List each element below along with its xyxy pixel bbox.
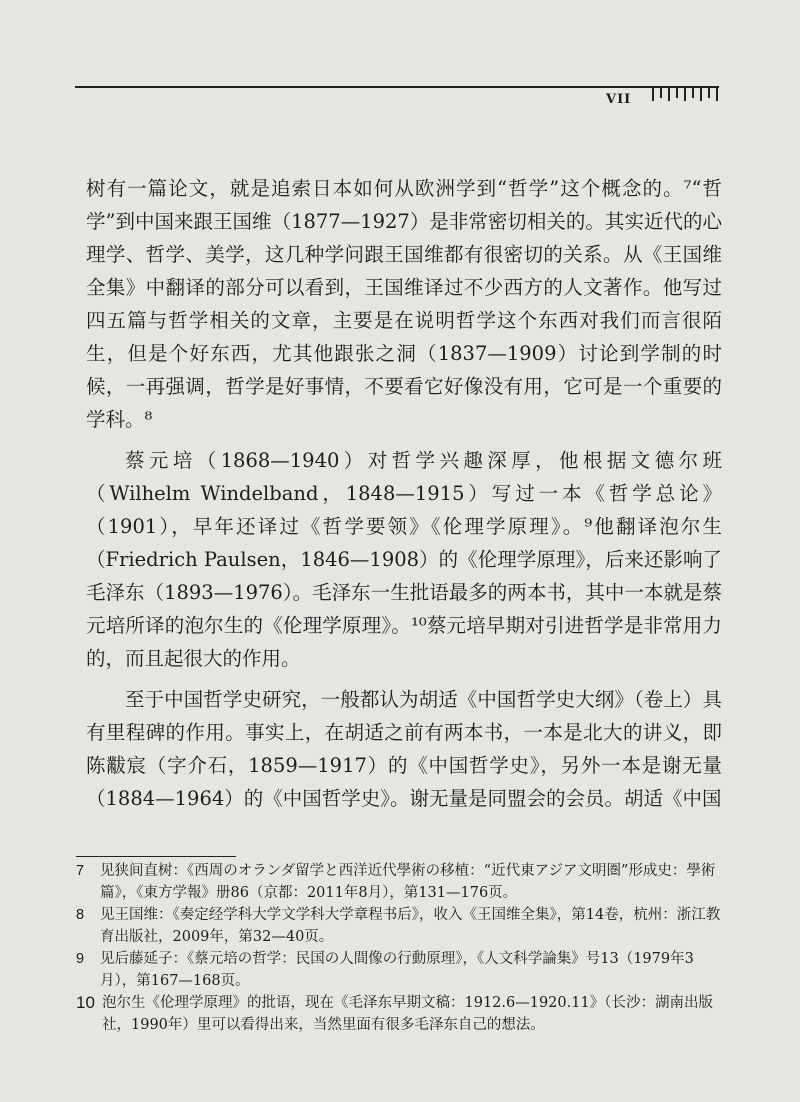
footnote [76,992,726,1036]
footnote [76,904,726,948]
footnote-number: 7 [76,863,85,879]
header-rule [75,86,719,88]
footnote-number: 10 [76,993,95,1012]
paragraph: 至于中国哲学史研究，一般都认为胡适《中国哲学史大纲》（卷上）具有里程碑的作用。事实上，在胡适之前有两本书，一本是北大的讲义，即陈黻宸（字介石，1859—1917）的《中国哲学史》，另外一本是谢无量（1884—1964）的《中国哲学史》。谢无量是同盟会的会员。胡适《中国 [86,688,722,810]
page-number: VII [606,92,632,107]
paragraph: 蔡元培（1868—1940）对哲学兴趣深厚，他根据文德尔班（Wilhelm Windelband，1848—1915）写过一本《哲学总论》（1901），早年还译过《哲学要领》《伦理学原理》。⁹他翻译泡尔生（Friedrich Paulsen，1846—1908）的《伦理学原理》，后来还影响了毛泽东（1893—1976）。毛泽东一生批语最多的两本书，其中一本就是蔡元培所译的泡尔生的《伦理学原理》。¹⁰蔡元培早期对引进哲学是非常用力的，而且起很大的作用。 [86,449,722,670]
footnote-number: 8 [76,907,85,923]
footnote-number: 9 [76,951,85,967]
footnote [76,860,726,904]
paragraph: 树有一篇论文，就是追索日本如何从欧洲学到“哲学”这个概念的。⁷“哲学”到中国来跟王国维（1877—1927）是非常密切相关的。其实近代的心理学、哲学、美学，这几种学问跟王国维都有很密切的关系。从《王国维全集》中翻译的部分可以看到，王国维译过不少西方的人文著作。他写过四五篇与哲学相关的文章，主要是在说明哲学这个东西对我们而言很陌生，但是个好东西，尤其他跟张之洞（1837—1909）讨论到学制的时候，一再强调，哲学是好事情，不要看它好像没有用，它可是一个重要的学科。⁸ [86,177,722,431]
body-text [86,172,722,823]
footnote-text: 见王国维：《奏定经学科大学文学科大学章程书后》，收入《王国维全集》，第14卷，杭州：浙江教育出版社，2009年，第32—40页。 [100,907,721,945]
footnote-text: 见狭间直树：《西周のオランダ留学と西洋近代學術の移植：“近代東アジア文明圏”形成史：學術篇》，《東方学報》册86（京都：2011年8月），第131—176页。 [100,863,716,901]
footnote-text: 见后藤延子：《蔡元培の哲学：民国の人間像の行動原理》，《人文科学論集》号13（1979年3月），第167—168页。 [100,951,694,989]
footnote [76,948,726,992]
footnotes [76,860,726,1036]
header-decoration [650,86,718,102]
footnote-rule [76,856,236,857]
footnote-text: 泡尔生《伦理学原理》的批语，现在《毛泽东早期文稿：1912.6—1920.11》（长沙：湖南出版社，1990年）里可以看得出来，当然里面有很多毛泽东自己的想法。 [102,995,713,1033]
